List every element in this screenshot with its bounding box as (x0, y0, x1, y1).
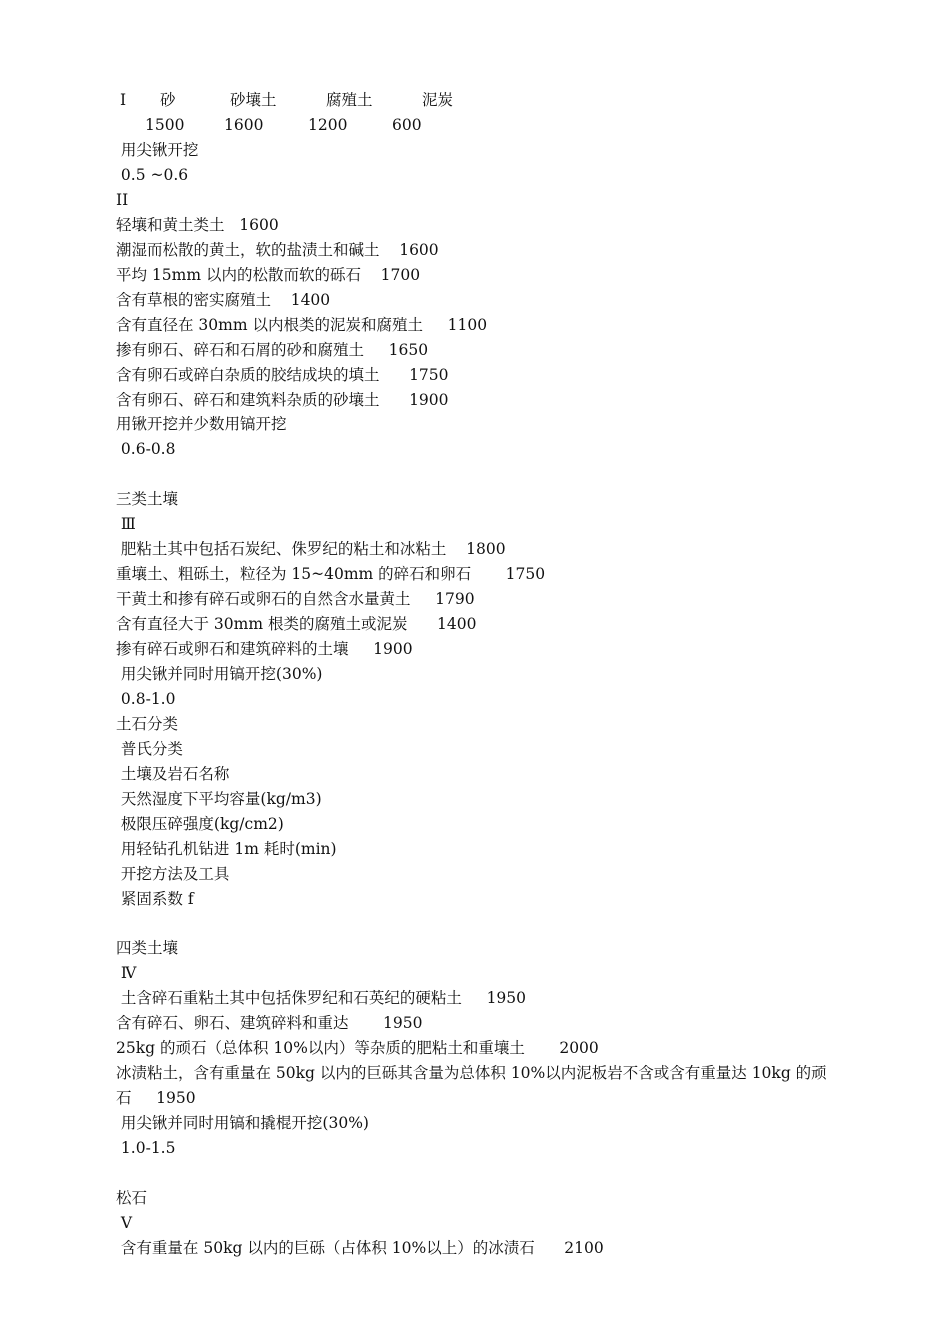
text-line: 掺有卵石、碎石和石屑的砂和腐殖土 1650 (116, 340, 429, 359)
text-line: 土壤及岩石名称 (116, 764, 230, 783)
text-line: 含有直径大于 30mm 根类的腐殖土或泥炭 1400 (116, 615, 477, 634)
text-line: 土石分类 (116, 714, 179, 733)
blank-line (116, 1161, 860, 1186)
class-roman-i: I (120, 91, 127, 109)
text-line: 含有碎石、卵石、建筑碎料和重达 1950 (116, 1014, 423, 1033)
weight-humus: 1200 (308, 116, 348, 134)
text-line: 开挖方法及工具 (116, 864, 230, 883)
text-line: 1.0-1.5 (116, 1139, 176, 1157)
text-line: 四类土壤 (116, 939, 179, 958)
text-line: 三类土壤 (116, 490, 179, 509)
text-line: Ⅲ (116, 515, 136, 534)
text-line: 含有重量在 50kg 以内的巨砾（占体积 10%以上）的冰渍石 2100 (116, 1238, 604, 1257)
blank-line (116, 911, 860, 936)
text-line: 冰渍粘土，含有重量在 50kg 以内的巨砾其含量为总体积 10%以内泥板岩不含或含有重量达 10kg 的顽 (116, 1064, 827, 1083)
text-line: 普氏分类 (116, 739, 183, 758)
text-line: 含有直径在 30mm 以内根类的泥炭和腐殖土 1100 (116, 315, 488, 334)
text-line: 0.5 ~0.6 (116, 165, 189, 184)
text-line: 0.6-0.8 (116, 440, 176, 459)
text-line: 重壤土、粗砾土，粒径为 15~40mm 的碎石和卵石 1750 (116, 565, 546, 584)
text-line: 用轻钻孔机钻进 1m 耗时(min) (116, 839, 337, 858)
text-line: 平均 15mm 以内的松散而软的砾石 1700 (116, 265, 421, 284)
text-line: 含有卵石或碎白杂质的胶结成块的填土 1750 (116, 365, 449, 384)
text-line: 干黄土和掺有碎石或卵石的自然含水量黄土 1790 (116, 590, 475, 609)
soil-name-peat: 泥炭 (422, 91, 454, 109)
text-line: 用锹开挖并少数用镐开挖 (116, 415, 287, 434)
soil-name-sand: 砂 (160, 91, 176, 109)
text-line: 含有卵石、碎石和建筑料杂质的砂壤土 1900 (116, 390, 449, 409)
soil-name-humus: 腐殖土 (326, 91, 373, 109)
text-line: 肥粘土其中包括石炭纪、侏罗纪的粘土和冰粘土 1800 (116, 540, 506, 559)
text-line: 用尖锹并同时用镐和撬棍开挖(30%) (116, 1114, 369, 1133)
soil-type-header-row (116, 88, 860, 113)
soil-weight-row (116, 113, 860, 138)
text-line: 紧固系数 f (116, 889, 194, 908)
text-line: 轻壤和黄土类土 1600 (116, 215, 279, 234)
text-line: 潮湿而松散的黄土，软的盐渍土和碱土 1600 (116, 240, 439, 259)
text-line: 松石 (116, 1188, 148, 1207)
text-line: 0.8-1.0 (116, 689, 176, 708)
text-line: 土含碎石重粘土其中包括侏罗纪和石英纪的硬粘土 1950 (116, 989, 527, 1008)
text-line: 用尖锹并同时用镐开挖(30%) (116, 664, 323, 683)
soil-name-sandy-loam: 砂壤土 (230, 91, 277, 109)
text-line: 掺有碎石或卵石和建筑碎料的土壤 1900 (116, 640, 413, 658)
text-line: 用尖锹开挖 (116, 141, 199, 159)
text-line: II (116, 190, 129, 209)
text-line: 石 1950 (116, 1089, 196, 1108)
text-line: Ⅴ (116, 1213, 133, 1232)
text-line: 极限压碎强度(kg/cm2) (116, 814, 284, 833)
weight-peat: 600 (392, 116, 422, 134)
weight-sand: 1500 (145, 116, 185, 134)
weight-sandy-loam: 1600 (224, 116, 264, 134)
text-line: 含有草根的密实腐殖土 1400 (116, 290, 331, 309)
blank-line (116, 462, 860, 487)
text-line: 25kg 的顽石（总体积 10%以内）等杂质的肥粘土和重壤土 2000 (116, 1039, 599, 1058)
text-line: 天然湿度下平均容量(kg/m3) (116, 789, 322, 808)
text-line: Ⅳ (116, 964, 137, 983)
